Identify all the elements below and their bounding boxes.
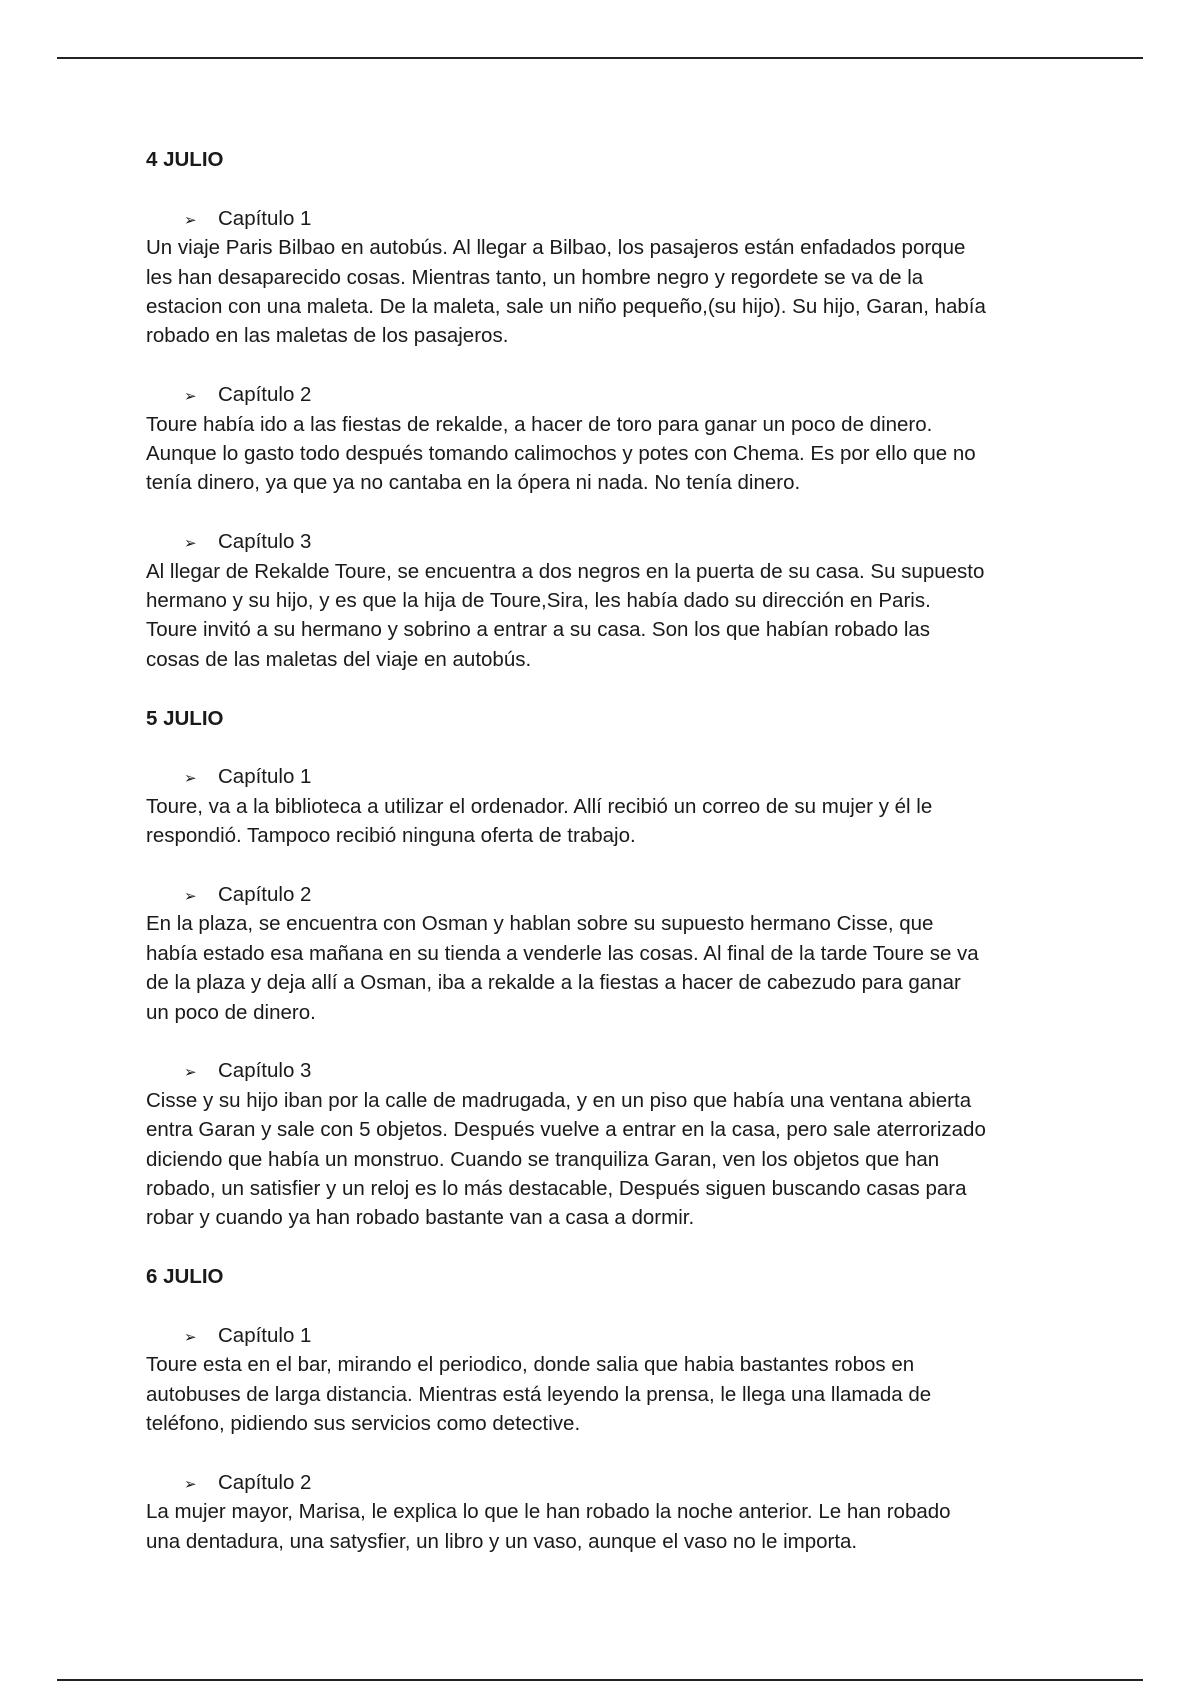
section-title: 4 JULIO [146, 148, 224, 171]
paragraph-line: una dentadura, una satysfier, un libro y un vaso, aunque el vaso no le importa. [146, 1529, 858, 1553]
paragraph-line: En la plaza, se encuentra con Osman y hablan sobre su supuesto hermano Cisse, que [146, 912, 934, 936]
paragraph-line: robado en las maletas de los pasajeros. [146, 324, 509, 348]
arrow-bullet-icon: ➢ [184, 388, 197, 406]
chapter-heading-label: Capítulo 1 [218, 765, 312, 789]
chapter-block [146, 762, 1076, 850]
paragraph-line: autobuses de larga distancia. Mientras está leyendo la prensa, le llega una llamada de [146, 1382, 932, 1406]
chapter-paragraph [146, 233, 1076, 351]
paragraph-line: entra Garan y sale con 5 objetos. Después vuelve a entrar en la casa, pero sale aterrorizado [146, 1118, 986, 1142]
header-rule [57, 57, 1143, 59]
paragraph-line: Toure invitó a su hermano y sobrino a entrar a su casa. Son los que habían robado las [146, 618, 931, 642]
arrow-bullet-icon: ➢ [184, 1475, 197, 1493]
chapter-heading-label: Capítulo 1 [218, 1323, 312, 1347]
arrow-bullet-icon: ➢ [184, 1328, 197, 1346]
paragraph-line: Un viaje Paris Bilbao en autobús. Al llegar a Bilbao, los pasajeros están enfadados porque [146, 236, 966, 260]
paragraph-line: robado, un satisfier y un reloj es lo más destacable, Después siguen buscando casas para [146, 1176, 967, 1200]
chapter-heading [146, 1321, 1076, 1350]
paragraph-line: Al llegar de Rekalde Toure, se encuentra a dos negros en la puerta de su casa. Su supuesto [146, 559, 985, 583]
paragraph-line: de la plaza y deja allí a Osman, iba a rekalde a la fiestas a hacer de cabezudo para ganar [146, 971, 961, 995]
paragraph-line: respondió. Tampoco recibió ninguna oferta de trabajo. [146, 824, 636, 848]
chapter-block [146, 1468, 1076, 1556]
chapter-paragraph [146, 1350, 1076, 1438]
chapter-block [146, 1321, 1076, 1439]
chapter-heading-label: Capítulo 3 [218, 530, 312, 554]
document-body [146, 145, 1076, 1586]
arrow-bullet-icon: ➢ [184, 535, 197, 553]
arrow-bullet-icon: ➢ [184, 1064, 197, 1082]
chapter-heading [146, 1468, 1076, 1497]
section-title: 6 JULIO [146, 1265, 224, 1289]
paragraph-line: había estado esa mañana en su tienda a venderle las cosas. Al final de la tarde Toure se va [146, 941, 979, 965]
paragraph-line: robar y cuando ya han robado bastante van a casa a dormir. [146, 1206, 695, 1230]
paragraph-line: Toure esta en el bar, mirando el periodico, donde salia que habia bastantes robos en [146, 1353, 915, 1377]
chapter-heading [146, 380, 1076, 409]
chapter-paragraph [146, 410, 1076, 498]
chapter-heading-label: Capítulo 2 [218, 882, 312, 906]
paragraph-line: Aunque lo gasto todo después tomando calimochos y potes con Chema. Es por ello que no [146, 441, 976, 465]
chapter-paragraph [146, 1086, 1076, 1233]
chapter-block [146, 527, 1076, 674]
paragraph-line: cosas de las maletas del viaje en autobús. [146, 647, 532, 671]
paragraph-line: un poco de dinero. [146, 1000, 316, 1024]
paragraph-line: teléfono, pidiendo sus servicios como detective. [146, 1412, 581, 1436]
chapter-paragraph [146, 792, 1076, 851]
chapter-block [146, 380, 1076, 498]
paragraph-line: les han desaparecido cosas. Mientras tanto, un hombre negro y regordete se va de la [146, 265, 924, 289]
chapter-heading-label: Capítulo 3 [218, 1059, 312, 1083]
paragraph-line: estacion con una maleta. De la maleta, sale un niño pequeño,(su hijo). Su hijo, Garan, había [146, 294, 986, 318]
footer-rule [57, 1679, 1143, 1681]
paragraph-line: hermano y su hijo, y es que la hija de Toure,Sira, les había dado su dirección en Paris. [146, 588, 931, 612]
paragraph-line: Toure había ido a las fiestas de rekalde, a hacer de toro para ganar un poco de dinero. [146, 412, 933, 436]
chapter-heading [146, 1056, 1076, 1085]
paragraph-line: diciendo que había un monstruo. Cuando se tranquiliza Garan, ven los objetos que han [146, 1147, 940, 1171]
chapter-heading [146, 527, 1076, 556]
chapter-heading-label: Capítulo 2 [218, 383, 312, 407]
chapter-paragraph [146, 1497, 1076, 1556]
arrow-bullet-icon: ➢ [184, 211, 197, 229]
chapter-paragraph [146, 909, 1076, 1027]
chapter-heading-label: Capítulo 1 [218, 206, 312, 230]
arrow-bullet-icon: ➢ [184, 770, 197, 788]
chapter-heading [146, 880, 1076, 909]
chapter-block [146, 1056, 1076, 1232]
chapter-heading [146, 762, 1076, 791]
paragraph-line: Cisse y su hijo iban por la calle de madrugada, y en un piso que había una ventana abierta [146, 1088, 972, 1112]
chapter-paragraph [146, 557, 1076, 675]
chapter-block [146, 880, 1076, 1027]
chapter-heading-label: Capítulo 2 [218, 1470, 312, 1494]
chapter-heading [146, 204, 1076, 233]
arrow-bullet-icon: ➢ [184, 887, 197, 905]
chapter-block [146, 204, 1076, 351]
paragraph-line: tenía dinero, ya que ya no cantaba en la ópera ni nada. No tenía dinero. [146, 471, 801, 495]
paragraph-line: Toure, va a la biblioteca a utilizar el ordenador. Allí recibió un correo de su mujer y él le [146, 794, 933, 818]
paragraph-line: La mujer mayor, Marisa, le explica lo que le han robado la noche anterior. Le han robado [146, 1500, 951, 1524]
section-title: 5 JULIO [146, 706, 224, 730]
